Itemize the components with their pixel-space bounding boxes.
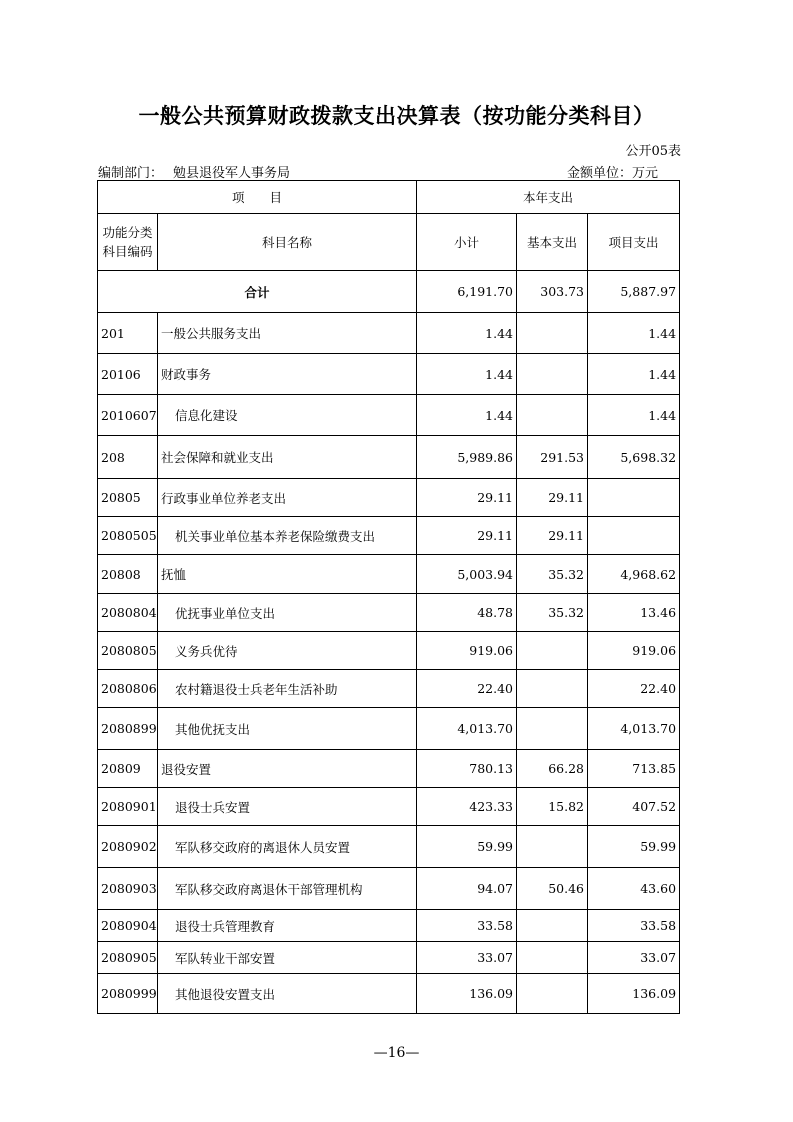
row-subtotal: 919.06 <box>417 632 517 670</box>
row-subtotal: 423.33 <box>417 788 517 826</box>
row-code: 2080505 <box>98 517 158 555</box>
header-subtotal-column: 小计 <box>417 214 517 271</box>
row-code: 20808 <box>98 555 158 594</box>
row-name: 退役安置 <box>158 750 417 788</box>
row-subtotal: 22.40 <box>417 670 517 708</box>
row-basic <box>517 354 588 395</box>
unit-label: 金额单位： <box>566 166 632 181</box>
row-code: 20106 <box>98 354 158 395</box>
row-project: 59.99 <box>588 826 680 868</box>
header-spend-group: 本年支出 <box>417 181 680 214</box>
row-basic: 50.46 <box>517 868 588 910</box>
budget-table <box>97 180 680 1014</box>
row-project: 713.85 <box>588 750 680 788</box>
row-code: 2080903 <box>98 868 158 910</box>
row-name: 农村籍退役士兵老年生活补助 <box>158 670 417 708</box>
row-name: 社会保障和就业支出 <box>158 436 417 479</box>
row-project: 22.40 <box>588 670 680 708</box>
row-subtotal: 5,003.94 <box>417 555 517 594</box>
row-project: 1.44 <box>588 313 680 354</box>
row-name: 优抚事业单位支出 <box>158 594 417 632</box>
header-basic-column: 基本支出 <box>517 214 588 271</box>
form-code: 公开05表 <box>625 144 681 159</box>
row-basic <box>517 826 588 868</box>
page-number: —16— <box>373 1045 420 1061</box>
row-name: 机关事业单位基本养老保险缴费支出 <box>158 517 417 555</box>
row-project: 136.09 <box>588 974 680 1014</box>
row-project: 4,968.62 <box>588 555 680 594</box>
row-basic: 15.82 <box>517 788 588 826</box>
row-code: 201 <box>98 313 158 354</box>
row-subtotal: 29.11 <box>417 517 517 555</box>
row-name: 军队转业干部安置 <box>158 942 417 974</box>
row-name: 军队移交政府的离退休人员安置 <box>158 826 417 868</box>
row-subtotal: 136.09 <box>417 974 517 1014</box>
row-project: 1.44 <box>588 395 680 436</box>
row-basic: 35.32 <box>517 594 588 632</box>
row-name: 信息化建设 <box>158 395 417 436</box>
row-basic: 29.11 <box>517 479 588 517</box>
table-row <box>98 670 680 708</box>
row-subtotal: 48.78 <box>417 594 517 632</box>
unit-info <box>567 162 658 181</box>
table-row <box>98 632 680 670</box>
row-name: 财政事务 <box>158 354 417 395</box>
table-row <box>98 395 680 436</box>
table-row <box>98 313 680 354</box>
row-name: 抚恤 <box>158 555 417 594</box>
table-row <box>98 788 680 826</box>
row-code: 208 <box>98 436 158 479</box>
table-row <box>98 436 680 479</box>
row-subtotal: 780.13 <box>417 750 517 788</box>
row-basic: 291.53 <box>517 436 588 479</box>
row-project <box>588 479 680 517</box>
row-subtotal: 59.99 <box>417 826 517 868</box>
table-row <box>98 826 680 868</box>
total-row <box>98 271 680 313</box>
header-code-line1: 功能分类 <box>102 225 153 240</box>
row-basic: 66.28 <box>517 750 588 788</box>
department-name: 勉县退役军人事务局 <box>173 166 291 181</box>
row-basic <box>517 632 588 670</box>
row-code: 2080806 <box>98 670 158 708</box>
row-subtotal: 94.07 <box>417 868 517 910</box>
header-row-columns <box>98 214 680 271</box>
table-row <box>98 750 680 788</box>
table-row <box>98 594 680 632</box>
header-code-column <box>98 214 158 271</box>
row-code: 2080905 <box>98 942 158 974</box>
row-basic <box>517 708 588 750</box>
total-basic: 303.73 <box>517 271 588 313</box>
table-row <box>98 974 680 1014</box>
row-name: 军队移交政府离退休干部管理机构 <box>158 868 417 910</box>
row-code: 2080901 <box>98 788 158 826</box>
row-name: 其他退役安置支出 <box>158 974 417 1014</box>
row-code: 20805 <box>98 479 158 517</box>
header-project-column: 项目支出 <box>588 214 680 271</box>
unit-name: 万元 <box>631 166 658 181</box>
row-subtotal: 4,013.70 <box>417 708 517 750</box>
row-name: 退役士兵管理教育 <box>158 910 417 942</box>
row-project: 43.60 <box>588 868 680 910</box>
row-subtotal: 1.44 <box>417 354 517 395</box>
row-name: 一般公共服务支出 <box>158 313 417 354</box>
row-subtotal: 1.44 <box>417 395 517 436</box>
row-basic <box>517 670 588 708</box>
row-code: 2080999 <box>98 974 158 1014</box>
row-project: 33.58 <box>588 910 680 942</box>
row-project: 5,698.32 <box>588 436 680 479</box>
row-name: 行政事业单位养老支出 <box>158 479 417 517</box>
table-row <box>98 708 680 750</box>
header-row-group <box>98 181 680 214</box>
header-name-column: 科目名称 <box>158 214 417 271</box>
row-basic <box>517 395 588 436</box>
table-row <box>98 517 680 555</box>
row-code: 2080899 <box>98 708 158 750</box>
row-basic <box>517 313 588 354</box>
total-project: 5,887.97 <box>588 271 680 313</box>
row-basic: 29.11 <box>517 517 588 555</box>
row-subtotal: 1.44 <box>417 313 517 354</box>
row-name: 退役士兵安置 <box>158 788 417 826</box>
row-code: 2010607 <box>98 395 158 436</box>
page-title: 一般公共预算财政拨款支出决算表（按功能分类科目） <box>138 104 655 128</box>
table-row <box>98 942 680 974</box>
row-project: 407.52 <box>588 788 680 826</box>
row-basic <box>517 942 588 974</box>
total-label: 合计 <box>98 271 417 313</box>
row-subtotal: 5,989.86 <box>417 436 517 479</box>
header-item-group: 项 目 <box>98 181 417 214</box>
row-subtotal: 33.07 <box>417 942 517 974</box>
row-code: 2080804 <box>98 594 158 632</box>
row-code: 2080904 <box>98 910 158 942</box>
table-row <box>98 354 680 395</box>
row-subtotal: 33.58 <box>417 910 517 942</box>
row-subtotal: 29.11 <box>417 479 517 517</box>
row-basic <box>517 910 588 942</box>
department-label: 编制部门： <box>98 166 164 181</box>
row-name: 其他优抚支出 <box>158 708 417 750</box>
row-project <box>588 517 680 555</box>
table-row <box>98 868 680 910</box>
row-basic: 35.32 <box>517 555 588 594</box>
row-code: 2080902 <box>98 826 158 868</box>
total-subtotal: 6,191.70 <box>417 271 517 313</box>
row-project: 13.46 <box>588 594 680 632</box>
row-project: 4,013.70 <box>588 708 680 750</box>
row-project: 1.44 <box>588 354 680 395</box>
row-basic <box>517 974 588 1014</box>
header-code-line2: 科目编码 <box>102 244 153 259</box>
department-info <box>98 162 290 181</box>
row-project: 33.07 <box>588 942 680 974</box>
row-code: 20809 <box>98 750 158 788</box>
row-code: 2080805 <box>98 632 158 670</box>
table-row <box>98 910 680 942</box>
table-row <box>98 479 680 517</box>
table-row <box>98 555 680 594</box>
row-project: 919.06 <box>588 632 680 670</box>
row-name: 义务兵优待 <box>158 632 417 670</box>
